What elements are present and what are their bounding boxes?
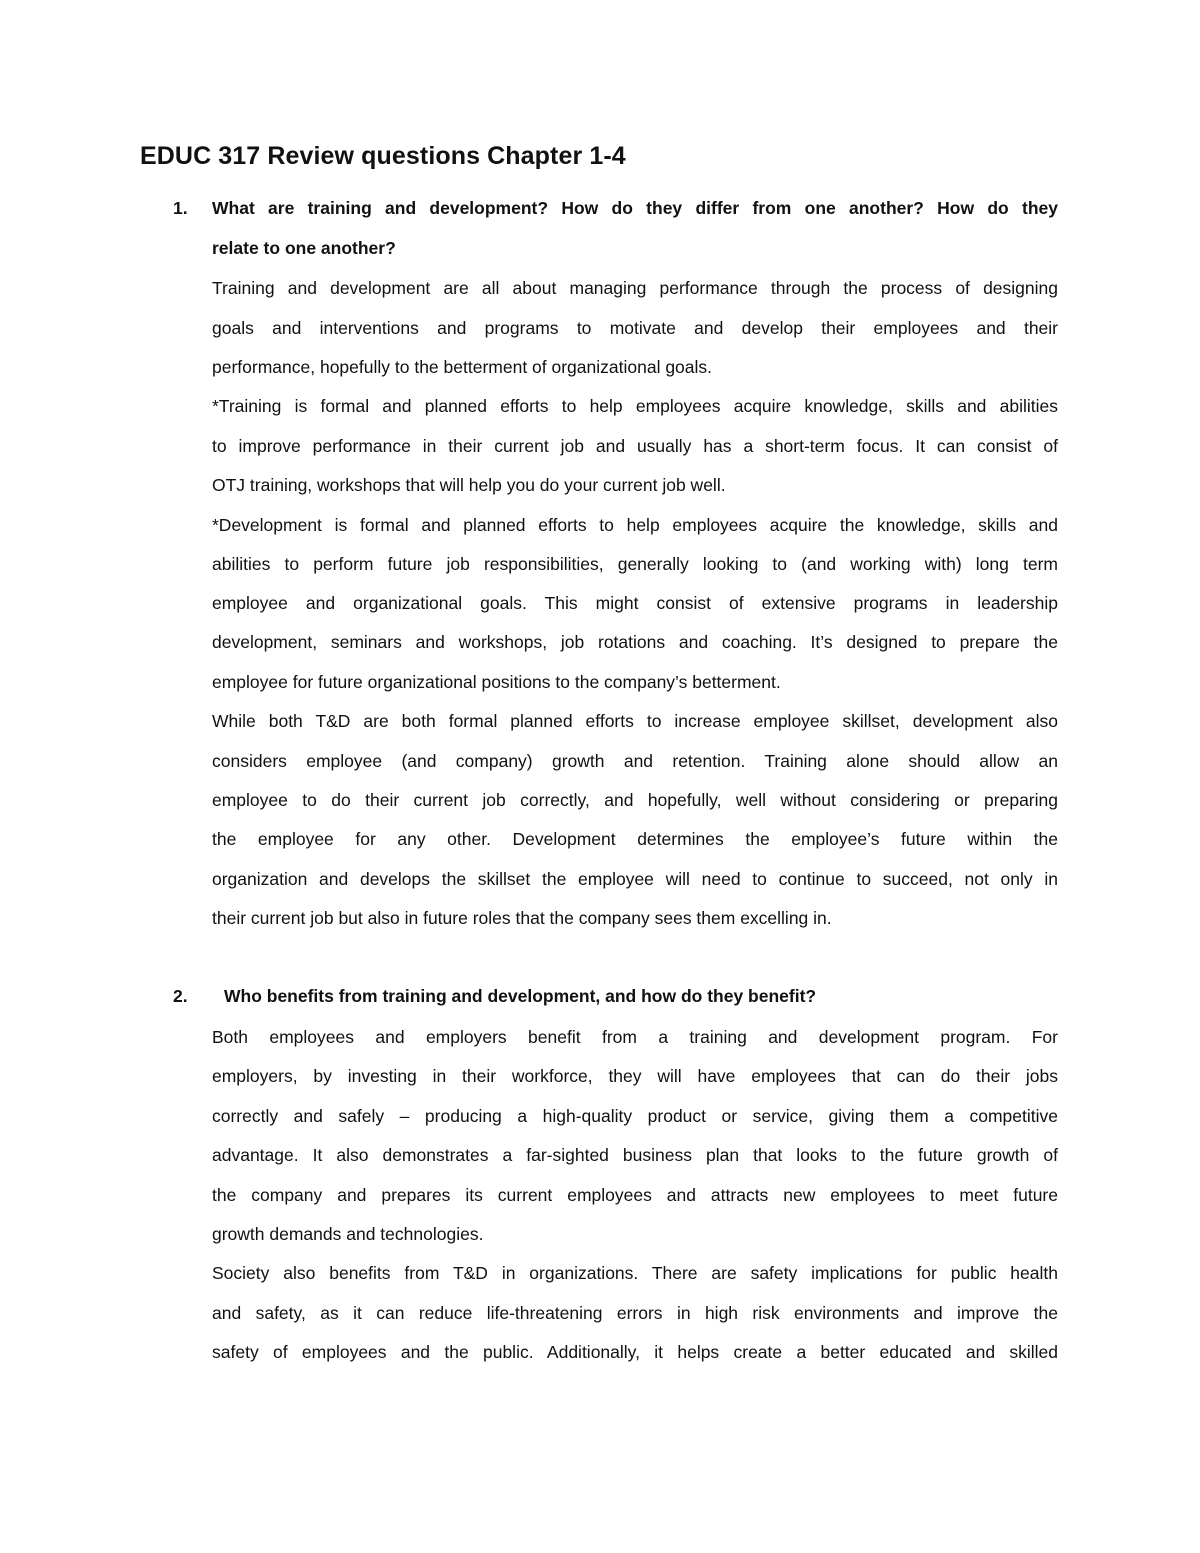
question-text: What are training and development? How do they differ from one another? How do they — [212, 198, 1058, 218]
answer-line: safety of employees and the public. Additionally, it helps create a better educated and skilled — [212, 1342, 1058, 1362]
question-text: Who benefits from training and development, and how do they benefit? — [224, 986, 817, 1006]
answer-line: While both T&D are both formal planned efforts to increase employee skillset, development also — [212, 711, 1058, 731]
answer-line: *Training is formal and planned efforts to help employees acquire knowledge, skills and abilities — [212, 396, 1058, 416]
answer-line: employee to do their current job correctly, and hopefully, well without considering or preparing — [212, 790, 1058, 810]
answer-line: performance, hopefully to the betterment of organizational goals. — [212, 357, 713, 377]
answer-line: abilities to perform future job responsibilities, generally looking to (and working with) long term — [212, 554, 1058, 574]
question-text: relate to one another? — [212, 238, 396, 258]
answer-line: Both employees and employers benefit from a training and development program. For — [212, 1027, 1058, 1047]
document-title: EDUC 317 Review questions Chapter 1-4 — [140, 142, 626, 170]
answer-line: advantage. It also demonstrates a far-sighted business plan that looks to the future growth of — [212, 1145, 1058, 1165]
question-number: 1. — [173, 198, 188, 218]
answer-line: OTJ training, workshops that will help you do your current job well. — [212, 475, 726, 495]
answer-line: goals and interventions and programs to motivate and develop their employees and their — [212, 318, 1058, 338]
question-number: 2. — [173, 986, 188, 1006]
answer-line: employee for future organizational positions to the company’s betterment. — [212, 672, 781, 692]
answer-line: their current job but also in future roles that the company sees them excelling in. — [212, 908, 832, 928]
answer-line: to improve performance in their current job and usually has a short-term focus. It can consist of — [212, 436, 1058, 456]
answer-line: development, seminars and workshops, job rotations and coaching. It’s designed to prepare the — [212, 632, 1058, 652]
answer-line: Training and development are all about managing performance through the process of designing — [212, 278, 1058, 298]
answer-line: the employee for any other. Development determines the employee’s future within the — [212, 829, 1058, 849]
answer-line: Society also benefits from T&D in organizations. There are safety implications for public health — [212, 1263, 1058, 1283]
answer-line: organization and develops the skillset the employee will need to continue to succeed, not only in — [212, 869, 1058, 889]
answer-line: *Development is formal and planned efforts to help employees acquire the knowledge, skills and — [212, 515, 1058, 535]
answer-line: employers, by investing in their workforce, they will have employees that can do their jobs — [212, 1066, 1058, 1086]
answer-line: the company and prepares its current employees and attracts new employees to meet future — [212, 1185, 1058, 1205]
answer-line: considers employee (and company) growth and retention. Training alone should allow an — [212, 751, 1058, 771]
answer-line: and safety, as it can reduce life-threatening errors in high risk environments and improve the — [212, 1303, 1058, 1323]
answer-line: correctly and safely – producing a high-quality product or service, giving them a competitive — [212, 1106, 1058, 1126]
answer-line: growth demands and technologies. — [212, 1224, 484, 1244]
answer-line: employee and organizational goals. This might consist of extensive programs in leadership — [212, 593, 1058, 613]
